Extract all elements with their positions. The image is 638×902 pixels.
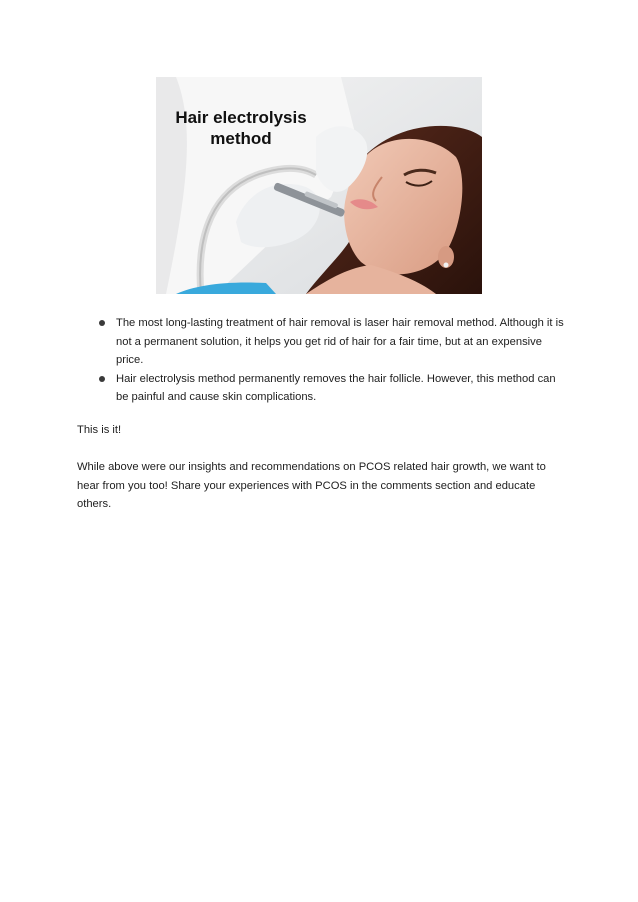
bullet-text: The most long-lasting treatment of hair removal is laser hair removal method. Although it is not a permanent solution, it helps you get rid of hair for a fair time, but at an expensive price. <box>116 317 564 366</box>
bullet-text: Hair electrolysis method permanently removes the hair follicle. However, this method can be painful and cause skin complications. <box>116 372 556 403</box>
figure-caption: Hair electrolysis method <box>175 108 307 148</box>
closing-line: This is it! <box>77 424 122 436</box>
list-item <box>96 314 566 370</box>
bullet-icon <box>99 376 105 382</box>
electrolysis-photo <box>156 77 482 294</box>
list-item <box>96 370 566 407</box>
closing-paragraph: While above were our insights and recommendations on PCOS related hair growth, we want to hear from you too! Share your experiences with PCOS in the comments section and educate others. <box>77 461 546 510</box>
bullet-icon <box>99 320 105 326</box>
bullet-list <box>96 314 566 407</box>
